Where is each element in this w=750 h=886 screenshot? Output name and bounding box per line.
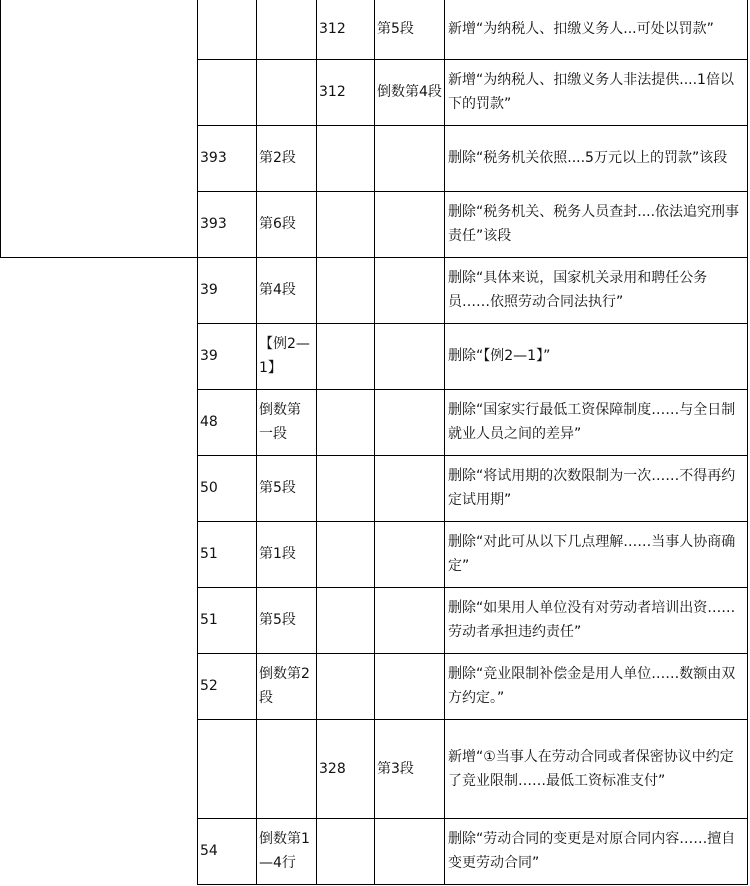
- new-page-cell: [317, 818, 375, 884]
- new-page-cell: [317, 455, 375, 521]
- new-location-cell: [375, 521, 445, 587]
- new-location-cell: [375, 653, 445, 719]
- old-location-cell: 第4段: [257, 257, 317, 323]
- new-page-cell: [317, 191, 375, 257]
- old-location-cell: 第2段: [257, 125, 317, 191]
- table-row: [1, 0, 748, 59]
- change-description-cell: 新增“为纳税人、扣缴义务人非法提供....1倍以下的罚款”: [445, 59, 748, 125]
- change-description-cell: 删除“具体来说，国家机关录用和聘任公务员……依照劳动合同法执行”: [445, 257, 748, 323]
- old-location-cell: 第6段: [257, 191, 317, 257]
- old-location-cell: [257, 59, 317, 125]
- chapter-cell: [1, 0, 198, 257]
- old-location-cell: 【例2—1】: [257, 323, 317, 389]
- change-description-cell: 删除“税务机关、税务人员查封....依法追究刑事责任”该段: [445, 191, 748, 257]
- new-page-cell: 312: [317, 0, 375, 59]
- old-page-cell: [198, 0, 257, 59]
- new-location-cell: [375, 455, 445, 521]
- old-location-cell: 倒数第一段: [257, 389, 317, 455]
- old-location-cell: 第1段: [257, 521, 317, 587]
- new-location-cell: [375, 191, 445, 257]
- chapter-cell: [1, 257, 198, 884]
- change-description-cell: 删除“如果用人单位没有对劳动者培训出资……劳动者承担违约责任”: [445, 587, 748, 653]
- new-location-cell: 第5段: [375, 0, 445, 59]
- new-page-cell: 328: [317, 719, 375, 818]
- new-page-cell: [317, 653, 375, 719]
- new-page-cell: [317, 521, 375, 587]
- old-location-cell: 第5段: [257, 587, 317, 653]
- old-location-cell: 倒数第2段: [257, 653, 317, 719]
- old-page-cell: 50: [198, 455, 257, 521]
- old-page-cell: 51: [198, 521, 257, 587]
- old-page-cell: 39: [198, 323, 257, 389]
- new-page-cell: [317, 257, 375, 323]
- new-location-cell: [375, 257, 445, 323]
- new-location-cell: [375, 587, 445, 653]
- old-page-cell: [198, 719, 257, 818]
- new-page-cell: 312: [317, 59, 375, 125]
- change-description-cell: 删除“【例2—1】”: [445, 323, 748, 389]
- old-location-cell: [257, 719, 317, 818]
- old-page-cell: 52: [198, 653, 257, 719]
- old-page-cell: 54: [198, 818, 257, 884]
- new-page-cell: [317, 323, 375, 389]
- new-location-cell: [375, 818, 445, 884]
- change-description-cell: 删除“将试用期的次数限制为一次……不得再约定试用期”: [445, 455, 748, 521]
- change-description-cell: 新增“为纳税人、扣缴义务人...可处以罚款”: [445, 0, 748, 59]
- change-description-cell: 删除“对此可从以下几点理解……当事人协商确定”: [445, 521, 748, 587]
- new-location-cell: [375, 389, 445, 455]
- old-location-cell: 第5段: [257, 455, 317, 521]
- old-location-cell: 倒数第1—4行: [257, 818, 317, 884]
- new-page-cell: [317, 125, 375, 191]
- change-description-cell: 删除“竞业限制补偿金是用人单位……数额由双方约定。”: [445, 653, 748, 719]
- change-description-cell: 删除“国家实行最低工资保障制度……与全日制就业人员之间的差异”: [445, 389, 748, 455]
- new-location-cell: 第3段: [375, 719, 445, 818]
- old-location-cell: [257, 0, 317, 59]
- new-page-cell: [317, 587, 375, 653]
- change-description-cell: 删除“劳动合同的变更是对原合同内容……擅自变更劳动合同”: [445, 818, 748, 884]
- old-page-cell: [198, 59, 257, 125]
- table-row: [1, 257, 748, 323]
- old-page-cell: 393: [198, 125, 257, 191]
- change-description-cell: 新增“①当事人在劳动合同或者保密协议中约定了竞业限制……最低工资标准支付”: [445, 719, 748, 818]
- change-description-cell: 删除“税务机关依照....5万元以上的罚款”该段: [445, 125, 748, 191]
- new-page-cell: [317, 389, 375, 455]
- old-page-cell: 51: [198, 587, 257, 653]
- old-page-cell: 393: [198, 191, 257, 257]
- new-location-cell: 倒数第4段: [375, 59, 445, 125]
- old-page-cell: 48: [198, 389, 257, 455]
- new-location-cell: [375, 323, 445, 389]
- new-location-cell: [375, 125, 445, 191]
- old-page-cell: 39: [198, 257, 257, 323]
